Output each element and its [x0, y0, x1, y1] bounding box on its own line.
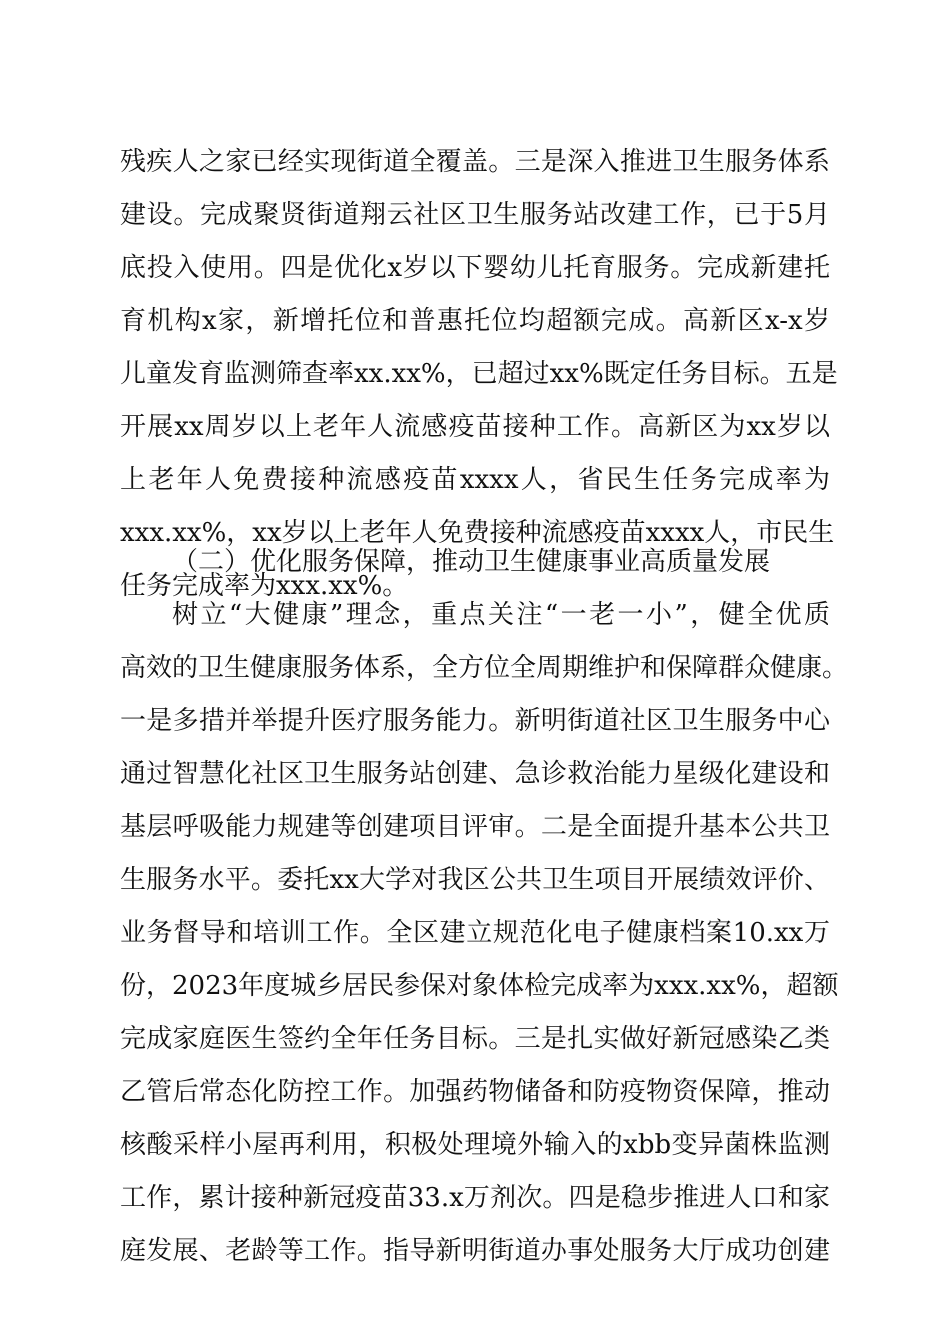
paragraph-1-line: 任务完成率为xxx.xx%。	[120, 571, 409, 601]
paragraph-2-line: 工作，累计接种新冠疫苗33.x万剂次。四是稳步推进人口和家	[120, 1183, 830, 1213]
paragraph-2-line: 生服务水平。委托xx大学对我区公共卫生项目开展绩效评价、	[120, 865, 830, 895]
paragraph-2-line: 乙管后常态化防控工作。加强药物储备和防疫物资保障，推动	[120, 1077, 830, 1107]
paragraph-2-line: 庭发展、老龄等工作。指导新明街道办事处服务大厅成功创建	[120, 1236, 830, 1266]
section-heading: （二）优化服务保障，推动卫生健康事业高质量发展	[172, 547, 771, 577]
paragraph-2-line: 份，2023年度城乡居民参保对象体检完成率为xxx.xx%，超额	[120, 971, 839, 1001]
paragraph-2-line: 树立“大健康”理念，重点关注“一老一小”，健全优质	[172, 600, 830, 630]
paragraph-2	[120, 589, 849, 1278]
paragraph-2-line: 通过智慧化社区卫生服务站创建、急诊救治能力星级化建设和	[120, 759, 830, 789]
paragraph-1-line: 底投入使用。四是优化x岁以下婴幼儿托育服务。完成新建托	[120, 253, 830, 283]
paragraph-2-line: 基层呼吸能力规建等创建项目评审。二是全面提升基本公共卫	[120, 812, 830, 842]
paragraph-1-line: 儿童发育监测筛查率xx.xx%，已超过xx%既定任务目标。五是	[120, 359, 838, 389]
paragraph-1-line: 上老年人免费接种流感疫苗xxxx人，省民生任务完成率为	[120, 465, 830, 495]
paragraph-1-line: 残疾人之家已经实现街道全覆盖。三是深入推进卫生服务体系	[120, 147, 830, 177]
paragraph-2-line: 完成家庭医生签约全年任务目标。三是扎实做好新冠感染乙类	[120, 1024, 830, 1054]
paragraph-1-line: xxx.xx%，xx岁以上老年人免费接种流感疫苗xxxx人，市民生	[120, 518, 835, 548]
paragraph-2-line: 一是多措并举提升医疗服务能力。新明街道社区卫生服务中心	[120, 706, 830, 736]
paragraph-1-line: 建设。完成聚贤街道翔云社区卫生服务站改建工作，已于5月	[120, 200, 830, 230]
paragraph-2-line: 高效的卫生健康服务体系，全方位全周期维护和保障群众健康。	[120, 653, 849, 683]
paragraph-2-line: 核酸采样小屋再利用，积极处理境外输入的xbb变异菌株监测	[120, 1130, 830, 1160]
paragraph-1-line: 育机构x家，新增托位和普惠托位均超额完成。高新区x-x岁	[120, 306, 830, 336]
paragraph-1-line: 开展xx周岁以上老年人流感疫苗接种工作。高新区为xx岁以	[120, 412, 830, 442]
paragraph-2-line: 业务督导和培训工作。全区建立规范化电子健康档案10.xx万	[120, 918, 830, 948]
